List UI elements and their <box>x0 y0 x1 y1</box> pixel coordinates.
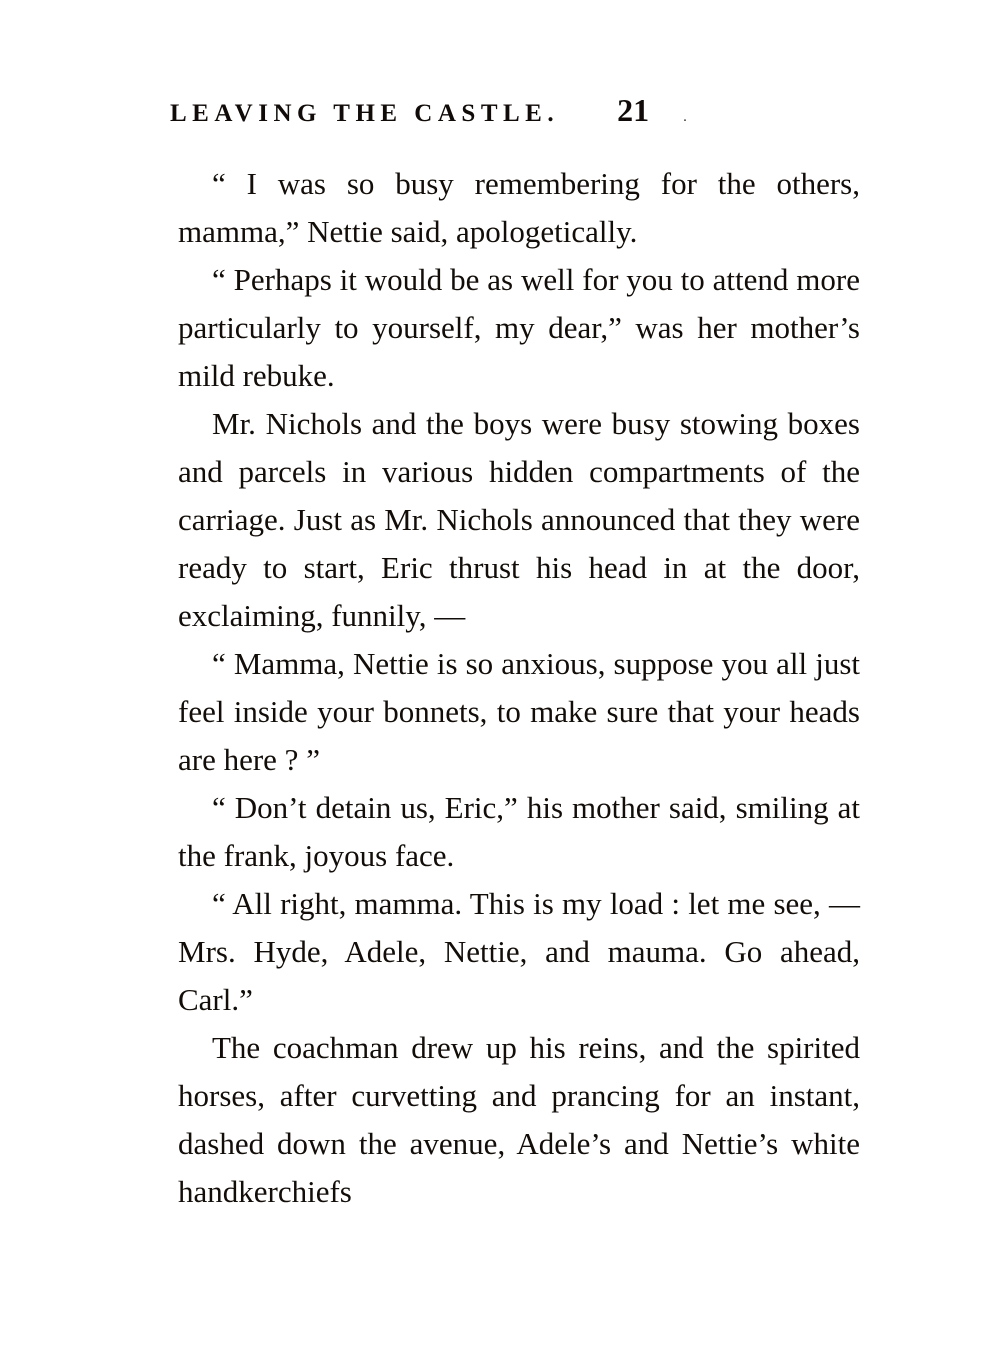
paragraph: The coachman drew up his reins, and the spirited horses, after curvetting and prancing for an instant, dashed down the avenue, Adele’s and Nettie’s white handkerchiefs <box>178 1030 860 1209</box>
paragraph: “ I was so busy remembering for the others, mamma,” Nettie said, apologetically. <box>178 166 860 249</box>
paragraph: “ Mamma, Nettie is so anxious, suppose you all just feel inside your bonnets, to make sure that your heads are here ? ” <box>178 646 860 777</box>
running-head <box>170 92 870 129</box>
page-body <box>178 160 860 1216</box>
running-head-title: LEAVING THE CASTLE. <box>170 100 560 127</box>
page-number: 21 <box>617 92 650 128</box>
margin-mark: . <box>683 109 687 125</box>
paragraph: “ All right, mamma. This is my load : let me see, — Mrs. Hyde, Adele, Nettie, and mauma. Go ahead, Carl.” <box>178 886 860 1017</box>
paragraph: Mr. Nichols and the boys were busy stowing boxes and parcels in various hidden compartments of the carriage. Just as Mr. Nichols announced that they were ready to start, Eric thrust his head in at the door, exclaiming, funnily, — <box>178 406 860 633</box>
paragraph: “ Don’t detain us, Eric,” his mother said, smiling at the frank, joyous face. <box>178 790 860 873</box>
paragraph: “ Perhaps it would be as well for you to attend more particularly to yourself, my dear,” was her mother’s mild rebuke. <box>178 262 860 393</box>
